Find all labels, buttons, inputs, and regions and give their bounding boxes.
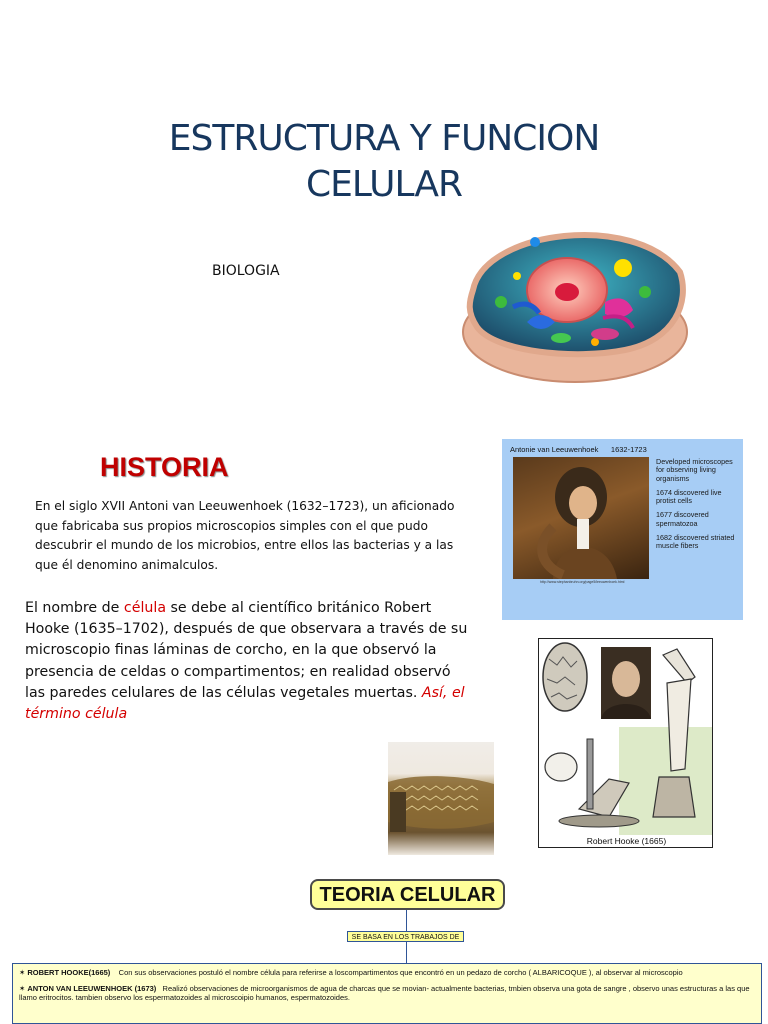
portrait-figure-icon	[513, 457, 649, 579]
para2-post: se debe al científico británico Robert Hooke (1635–1702), después de que observara a través de su microscopio finas láminas de corcho, en la que observó la presencia de celdas o compartimentos; en realidad observó las paredes celulares de las células vegetales muertas.	[25, 600, 468, 701]
fact-item: 1677 discovered spermatozoa	[656, 510, 709, 528]
page-title	[0, 116, 768, 208]
teoria-item-name: ROBERT HOOKE(1665)	[27, 968, 111, 977]
teoria-item-name: ANTON VAN LEEUWENHOEK (1673)	[27, 983, 157, 993]
title-line-2: CELULAR	[305, 164, 463, 205]
cork-honeycomb-icon	[388, 742, 494, 855]
subtitle: BIOLOGIA	[212, 263, 280, 279]
teoria-details-box	[12, 963, 762, 1024]
fact-item: 1674 discovered live protist cells	[656, 487, 722, 506]
historia-heading: HISTORIA	[100, 452, 229, 482]
hooke-panel	[538, 638, 713, 848]
fact-item: Developed microscopes for observing living organisms	[656, 457, 733, 483]
para2-pre: El nombre de	[25, 600, 124, 616]
leeuwenhoek-panel	[502, 439, 743, 620]
teoria-item: ✶ ROBERT HOOKE(1665) Con sus observaciones postuló el nombre célula para referirse a loscompartimentos que encontró en un pedazo de corcho ( ALBARICOQUE ), al observar al microscopio	[19, 968, 683, 977]
leeuwenhoek-facts	[656, 458, 742, 557]
fact-item: 1682 discovered striated muscle fibers	[656, 533, 735, 551]
termino-celula-italic: Así, el término célula	[25, 684, 465, 723]
teoria-item-text: Con sus observaciones postuló el nombre célula para referirse a loscompartimentos que encontró en un pedazo de corcho ( ALBARICOQUE ), al observar al microscopio	[118, 968, 683, 977]
connector-line	[406, 910, 407, 932]
leeuwenhoek-source-url: http://www.stephanbruhn.org/page5/leeuwenhoek.html	[540, 580, 625, 584]
celula-highlight: célula	[123, 600, 167, 616]
leeuwenhoek-paragraph: En el siglo XVII Antoni van Leeuwenhoek (1632–1723), un aficionado que fabricaba sus propios microscopios simples con el que pudo descubrir el mundo de los microbios, entre ellos las bacterias y a las que él denomino animalculos.	[35, 499, 455, 572]
connector-line	[406, 942, 407, 964]
animal-cell-illustration	[455, 212, 695, 392]
leeuwenhoek-caption: Antonie van Leeuwenhoek 1632-1723	[510, 445, 647, 454]
cork-sample-photo	[388, 742, 494, 855]
teoria-item-text: Realizó observaciones de microorganismos de agua de charcas que se movian- actualmente bacterias, tmbien observa una gota de sangre , observo unas estructuras a las que llamo eritrocitos. tambien observo los espermatozoides al microscoipio humanos, espermatozoides.	[19, 983, 750, 1002]
leeuwenhoek-portrait	[513, 457, 649, 579]
hooke-caption: Robert Hooke (1665)	[586, 836, 667, 846]
hooke-microscope-illustration	[539, 639, 712, 835]
teoria-celular-title: TEORIA CELULAR	[310, 879, 505, 910]
teoria-item: ✶ ANTON VAN LEEUWENHOEK (1673) Realizó observaciones de microorganismos de agua de charcas que se movian- actualmente bacterias, tmbien observa una gota de sangre , observo unas estructuras a las que llamo eritrocitos. tambien observo los espermatozoides al microscoipio humanos, espermatozoides.	[19, 983, 750, 1002]
se-basa-label: SE BASA EN LOS TRABAJOS DE	[347, 931, 464, 942]
title-line-1: ESTRUCTURA Y FUNCION	[168, 118, 600, 159]
hooke-paragraph	[25, 598, 470, 725]
